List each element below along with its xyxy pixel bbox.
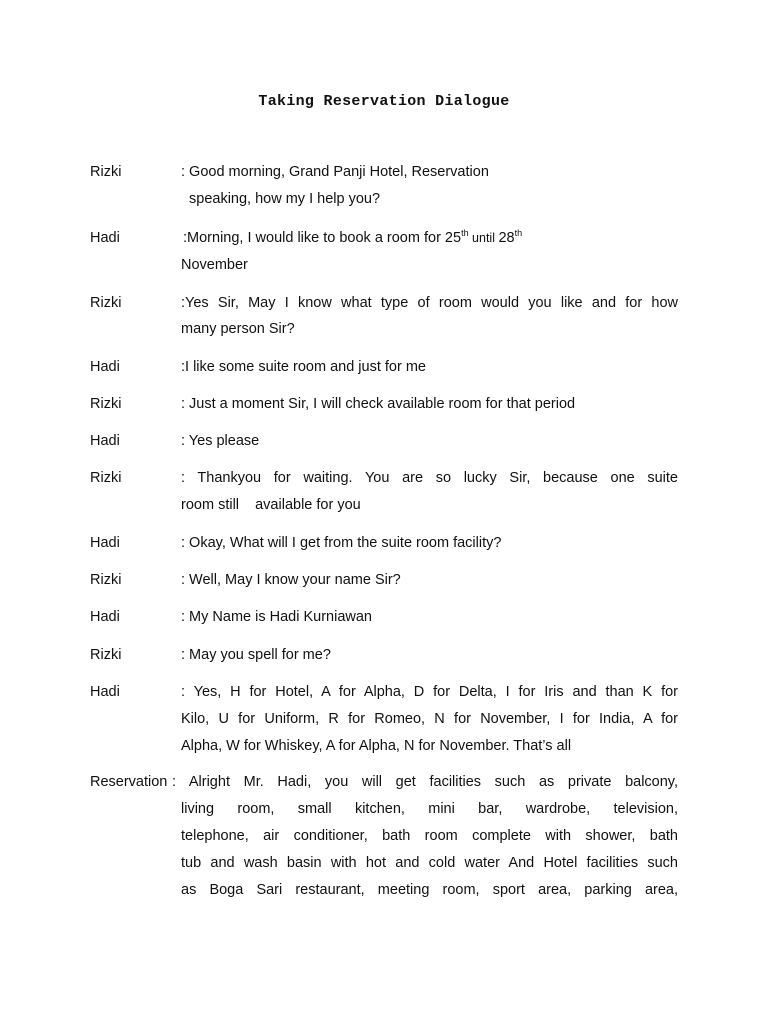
dialogue-line: as Boga Sari restaurant, meeting room, sport area, parking area, (181, 882, 678, 898)
dialogue-line: : Well, May I know your name Sir? (181, 572, 401, 588)
dialogue-line: :I like some suite room and just for me (181, 359, 426, 375)
dialogue-line: :Morning, I would like to book a room for 25th until 28th (183, 228, 523, 246)
dialogue-line: : May you spell for me? (181, 647, 331, 663)
speaker-name: Rizki (90, 396, 122, 412)
speaker-name: Hadi (90, 230, 120, 246)
dialogue-line: tub and wash basin with hot and cold water And Hotel facilities such (181, 855, 678, 871)
speaker-name: Rizki (90, 295, 122, 311)
dialogue-line: : Thankyou for waiting. You are so lucky Sir, because one suite (181, 470, 678, 486)
dialogue-line: : Okay, What will I get from the suite room facility? (181, 535, 502, 551)
speaker-name: Hadi (90, 433, 120, 449)
speaker-name: Hadi (90, 684, 120, 700)
speaker-name: Hadi (90, 359, 120, 375)
dialogue-line: : Yes, H for Hotel, A for Alpha, D for Delta, I for Iris and than K for (181, 684, 678, 700)
dialogue-line: : Just a moment Sir, I will check available room for that period (181, 396, 576, 412)
speaker-name: Hadi (90, 609, 120, 625)
speaker-name: Rizki (90, 164, 122, 180)
dialogue-line: : My Name is Hadi Kurniawan (181, 609, 372, 625)
dialogue-line: Kilo, U for Uniform, R for Romeo, N for November, I for India, A for (181, 711, 678, 727)
speaker-name: Reservation (90, 774, 168, 790)
dialogue-line: : Good morning, Grand Panji Hotel, Reservation (181, 164, 489, 180)
dialogue-line: many person Sir? (181, 321, 295, 337)
document-title: Taking Reservation Dialogue (258, 93, 510, 110)
dialogue-line: :Yes Sir, May I know what type of room would you like and for how (181, 295, 678, 311)
dialogue-line: Alpha, W for Whiskey, A for Alpha, N for November. That’s all (181, 738, 572, 754)
dialogue-line: telephone, air conditioner, bath room complete with shower, bath (181, 828, 678, 844)
speaker-name: Rizki (90, 572, 122, 588)
speaker-name: Hadi (90, 535, 120, 551)
dialogue-line: : Yes please (181, 433, 260, 449)
speaker-name: Rizki (90, 470, 122, 486)
dialogue-line: room still available for you (181, 497, 361, 513)
dialogue-line: speaking, how my I help you? (189, 191, 381, 207)
speaker-name: Rizki (90, 647, 122, 663)
dialogue-line: living room, small kitchen, mini bar, wardrobe, television, (181, 801, 678, 817)
dialogue-line: November (181, 257, 248, 273)
dialogue-line: : Alright Mr. Hadi, you will get facilities such as private balcony, (172, 774, 678, 790)
